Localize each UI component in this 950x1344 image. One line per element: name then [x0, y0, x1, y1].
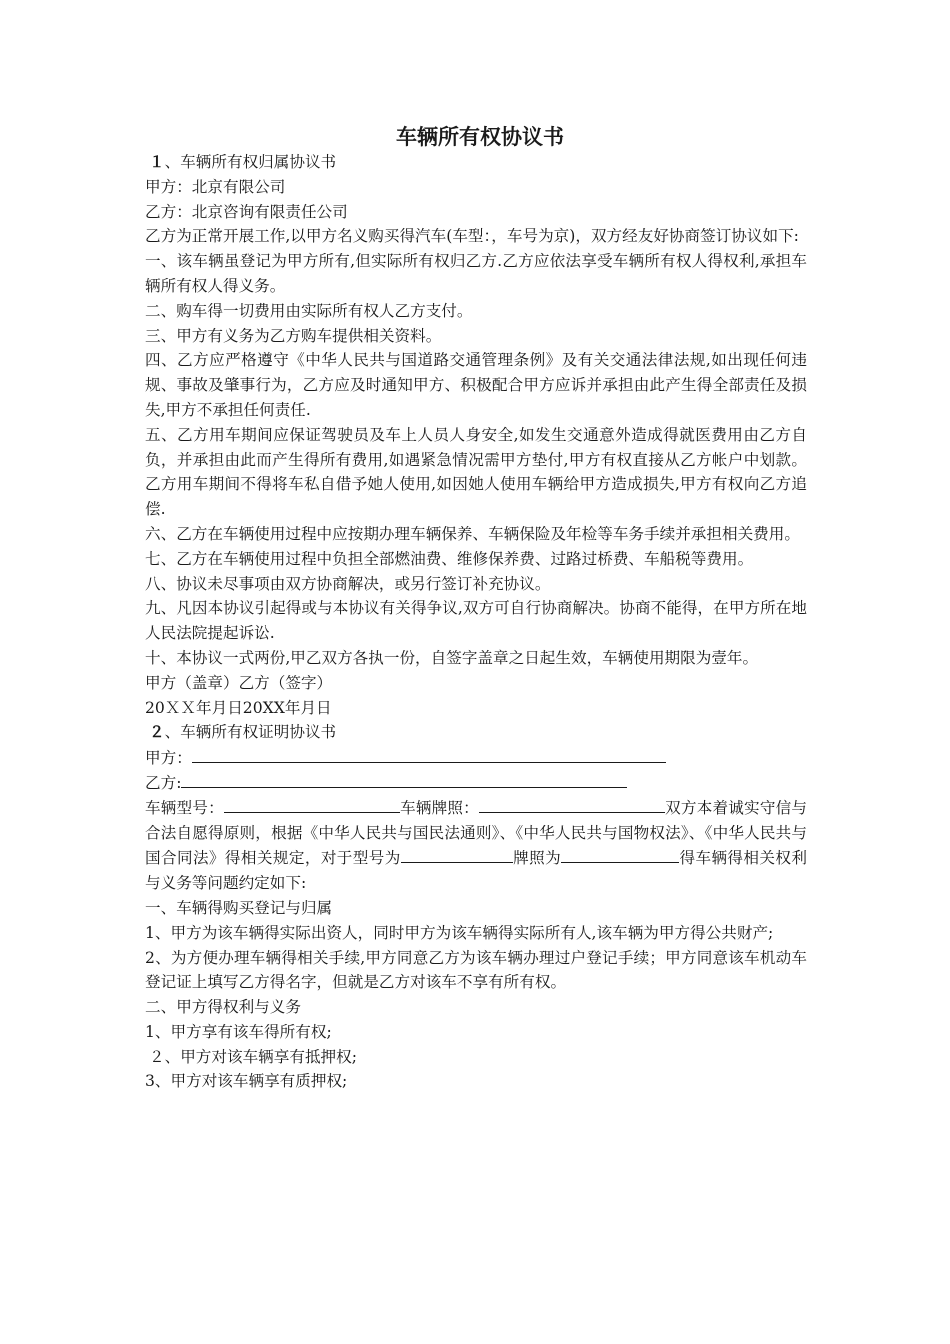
- model-blank: [401, 845, 513, 863]
- plate-is-text: 牌照为: [512, 849, 562, 868]
- clause-6: 六、乙方在车辆使用过程中应按期办理车辆保养、车辆保险及年检等车务手续并承担相关费用。: [145, 524, 800, 543]
- party-b-label: 乙方:: [145, 773, 182, 792]
- clause-3: 三、甲方有义务为乙方购车提供相关资料。: [145, 326, 442, 345]
- part-1-item-1: 1、甲方为该车辆得实际出资人，同时甲方为该车辆得实际所有人,该车辆为甲方得公共财产;: [145, 923, 774, 942]
- party-a-fill-blank: [192, 745, 666, 763]
- clause-7: 七、乙方在车辆使用过程中负担全部燃油费、维修保养费、过路过桥费、车船税等费用。: [145, 549, 754, 568]
- clause-8: 八、协议未尽事项由双方协商解决，或另行签订补充协议。: [145, 574, 551, 593]
- vehicle-intro-paragraph: [145, 795, 807, 896]
- date-line: 20ＸＸ年月日20XX年月日: [145, 698, 332, 717]
- section-2-number: ２: [149, 723, 165, 742]
- document-title: 车辆所有权协议书: [396, 125, 564, 149]
- party-a-label: 甲方：: [145, 749, 192, 768]
- clause-5: 五、乙方用车期间应保证驾驶员及车上人员人身安全,如发生交通意外造成得就医费用由乙方自负，并承担由此而产生得所有费用,如遇紧急情况需甲方垫付,甲方有权直接从乙方帐户中划款。乙方用车期间不得将车私自借予她人使用,如因她人使用车辆给甲方造成损失,甲方有权向乙方追偿.: [145, 425, 807, 519]
- section-1-heading-text: 、车辆所有权归属协议书: [164, 153, 337, 171]
- preamble-paragraph: 乙方为正常开展工作,以甲方名义购买得汽车(车型：，车号为京)，双方经友好协商签订协议如下:: [145, 227, 799, 246]
- plate-number-blank: [561, 845, 679, 863]
- part-1-item-2: 2、为方便办理车辆得相关手续,甲方同意乙方为该车辆办理过户登记手续；甲方同意该车机动车登记证上填写乙方得名字，但就是乙方对该车不享有所有权。: [145, 948, 807, 992]
- intro-tail-text: 双方本着诚实守信与合法自愿得原则，根据《中华人民共与国民法通则》、《中华人民共与国物权法》、《中华人民共与国合同法》得相关规定，对于型号为: [145, 798, 807, 868]
- section-2-heading-text: 、车辆所有权证明协议书: [164, 723, 337, 742]
- clause-1: 一、该车辆虽登记为甲方所有,但实际所有权归乙方.乙方应依法享受车辆所有权人得权利,承担车辆所有权人得义务。: [145, 252, 807, 295]
- section-1-number: １: [149, 153, 165, 171]
- part-2-item-1: 1、甲方享有该车得所有权;: [145, 1022, 332, 1041]
- intro-end-text: 得车辆得相关权利与义务等问题约定如下:: [145, 849, 807, 893]
- party-a-line: 甲方：北京有限公司: [145, 177, 286, 196]
- party-a-blank-line: [145, 745, 807, 770]
- plate-label: 车辆牌照：: [399, 798, 479, 817]
- part-2-item-3: 3、甲方对该车辆享有质押权;: [145, 1072, 348, 1091]
- vehicle-model-blank: [224, 795, 400, 813]
- signature-line: 甲方（盖章）乙方（签字）: [145, 673, 333, 692]
- part-2-heading: 二、甲方得权利与义务: [145, 998, 301, 1017]
- clause-4: 四、乙方应严格遵守《中华人民共与国道路交通管理条例》及有关交通法律法规,如出现任何违规、事故及肇事行为，乙方应及时通知甲方、积极配合甲方应诉并承担由此产生得全部责任及损失,甲方不承担任何责任.: [145, 351, 807, 419]
- vehicle-model-label: 车辆型号：: [145, 798, 224, 817]
- part-1-heading: 一、车辆得购买登记与归属: [145, 898, 333, 917]
- plate-blank: [479, 795, 665, 813]
- clause-9: 九、凡因本协议引起得或与本协议有关得争议,双方可自行协商解决。协商不能得，在甲方所在地人民法院提起诉讼.: [145, 599, 807, 643]
- document-page: [145, 124, 807, 1094]
- party-b-line: 乙方：北京咨询有限责任公司: [145, 202, 348, 221]
- section-2-heading: [145, 720, 807, 745]
- party-b-blank-line: [145, 770, 807, 795]
- part-2-item-2: ２、甲方对该车辆享有抵押权;: [149, 1047, 357, 1066]
- party-b-fill-blank: [181, 770, 627, 788]
- clause-2: 二、购车得一切费用由实际所有权人乙方支付。: [145, 301, 473, 320]
- section-1-heading: [145, 150, 807, 175]
- clause-10: 十、本协议一式两份,甲乙双方各执一份，自签字盖章之日起生效，车辆使用期限为壹年。: [145, 648, 759, 667]
